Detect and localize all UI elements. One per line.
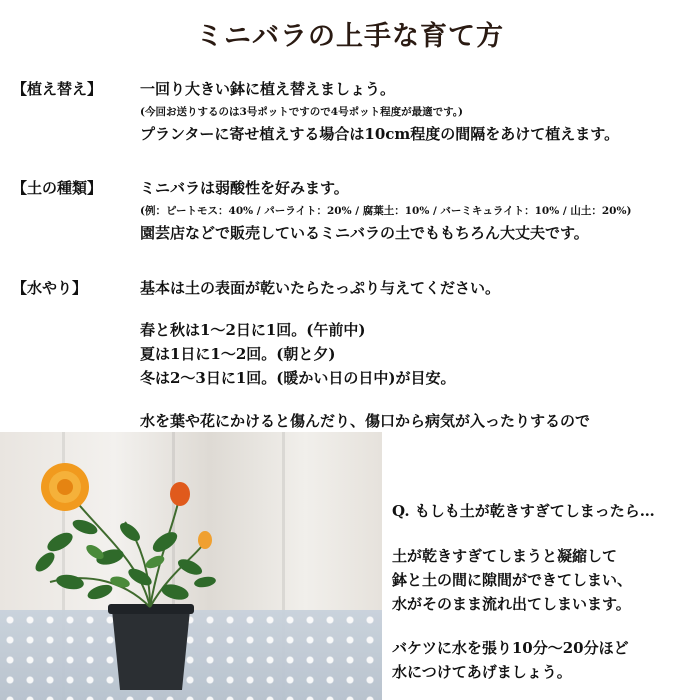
qa-answer-line-1: 土が乾きすぎてしまうと凝縮して <box>392 547 618 565</box>
soil-line-1: ミニバラは弱酸性を好みます。 <box>140 179 349 197</box>
section-label-repot: 【植え替え】 <box>12 80 103 98</box>
pot-shape <box>112 610 190 690</box>
water-line-4: 冬は2～3日に1回。(暖かい日の日中)が目安。 <box>140 369 456 387</box>
rose-plant-illustration <box>0 432 382 700</box>
qa-answer-line-5: 水につけてあげましょう。 <box>392 663 572 681</box>
section-label-water: 【水やり】 <box>12 279 88 297</box>
soil-line-3: 園芸店などで販売しているミニバラの土でももちろん大丈夫です。 <box>140 224 589 242</box>
page-title: ミニバラの上手な育て方 <box>196 21 504 52</box>
water-line-1: 基本は土の表面が乾いたらたっぷり与えてください。 <box>140 279 501 297</box>
repot-line-1: 一回り大きい鉢に植え替えましょう。 <box>140 80 396 98</box>
soil-line-2: (例：ピートモス：40% / パーライト：20% / 腐葉土：10% / バーミキュライト：10% / 山土：20%) <box>140 205 632 217</box>
qa-answer-line-2: 鉢と土の間に隙間ができてしまい、 <box>392 571 633 589</box>
qa-answer-line-4: バケツに水を張り10分～20分ほど <box>392 639 629 657</box>
rose-bloom <box>41 463 89 511</box>
qa-answer-line-3: 水がそのまま流れ出てしまいます。 <box>392 595 631 613</box>
water-line-5: 水を葉や花にかけると傷んだり、傷口から病気が入ったりするので <box>140 412 591 430</box>
mini-rose-photo <box>0 432 382 700</box>
water-line-3: 夏は1日に1～2回。(朝と夕) <box>140 345 336 363</box>
qa-question: Q. もしも土が乾きすぎてしまったら… <box>392 502 655 520</box>
repot-line-2: (今回お送りするのは3号ポットですので4号ポット程度が最適です。) <box>140 106 463 118</box>
section-label-soil: 【土の種類】 <box>12 179 103 197</box>
repot-line-3: プランターに寄せ植えする場合は10cm程度の間隔をあけて植えます。 <box>140 125 620 143</box>
water-line-2: 春と秋は1～2日に1回。(午前中) <box>140 321 366 339</box>
